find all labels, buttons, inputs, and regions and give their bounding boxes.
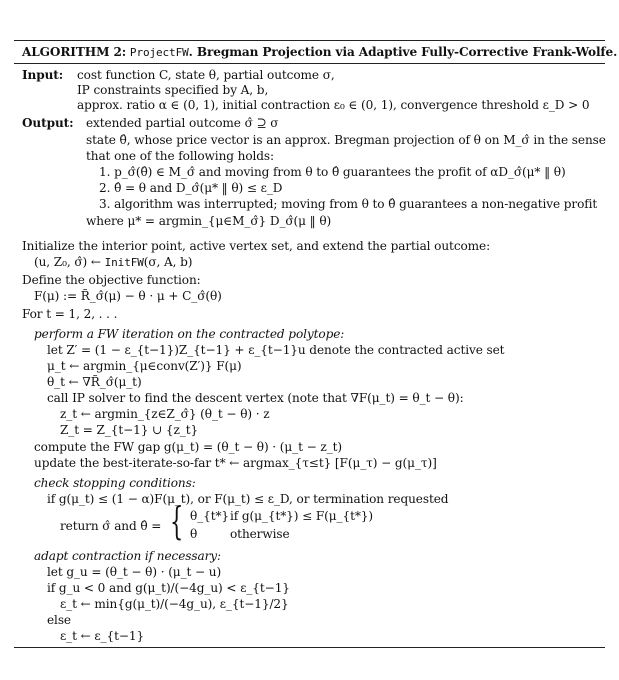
init-line: Initialize the interior point, active vertex set, and extend the partial outcome:: [22, 239, 491, 253]
fw-line: call IP solver to find the descent vertex (note that ∇F(μ_t) = θ_t − θ):: [47, 391, 464, 405]
algorithm-title-rest: . Bregman Projection via Adaptive Fully-Corrective Frank-Wolfe.: [188, 45, 618, 59]
init-expr: [34, 256, 192, 268]
title-rule: [14, 63, 605, 64]
bottom-rule: [14, 647, 605, 648]
adapt-line: else: [47, 613, 71, 627]
input-line: approx. ratio α ∈ (0, 1), initial contraction ε₀ ∈ (0, 1), convergence threshold ε_D > 0: [77, 98, 590, 112]
fw-line: let Z′ = (1 − ε_{t−1})Z_{t−1} + ε_{t−1}u denote the contracted active set: [47, 343, 505, 357]
cases-brace: {: [170, 499, 184, 543]
adapt-line: ε_t ← ε_{t−1}: [60, 629, 145, 643]
case1-cond: if g(μ_{t*}) ≤ F(μ_{t*}): [230, 509, 374, 523]
input-line: cost function C, state θ, partial outcome σ,: [77, 68, 335, 82]
fw-line: μ_t ← argmin_{μ∈conv(Z′)} F(μ): [47, 359, 242, 373]
output-line: state θ̂, whose price vector is an approx. Bregman projection of θ on M_σ̂ in the sense: [86, 133, 606, 147]
adapt-line: ε_t ← min{g(μ_t)/(−4g_u), ε_{t−1}/2}: [60, 597, 289, 611]
adapt-comment: adapt contraction if necessary:: [34, 549, 221, 563]
output-line: that one of the following holds:: [86, 149, 275, 163]
algorithm-title-label: ALGORITHM 2:: [22, 45, 127, 59]
input-label: Input:: [22, 68, 64, 82]
output-line: extended partial outcome σ̂ ⊇ σ: [86, 116, 279, 130]
adapt-line: let g_u = (θ_t − θ) · (μ_t − u): [47, 565, 222, 579]
case2-val: θ: [190, 527, 198, 541]
return-pre: return σ̂ and θ̂ =: [60, 519, 162, 533]
case1-val: θ_{t*}: [190, 509, 230, 523]
fw-line: z_t ← argmin_{z∈Z_σ̂} (θ_t − θ) · z: [60, 407, 270, 421]
output-line: where μ* = argmin_{μ∈M_σ̂} D_σ̂(μ ‖ θ): [86, 214, 332, 228]
adapt-line: if g_u < 0 and g(μ_t)/(−4g_u) < ε_{t−1}: [47, 581, 290, 595]
fw-line: θ_t ← ∇R̃_σ̂(μ_t): [47, 375, 142, 389]
output-line: 1. p_σ̂(θ̂) ∈ M_σ̂ and moving from θ to θ̂ guarantees the profit of αD_σ̂(μ* ‖ θ): [99, 165, 566, 179]
gap-line: compute the FW gap g(μ_t) = (θ_t − θ) · (μ_t − z_t): [34, 440, 342, 454]
gap-line: update the best-iterate-so-far t* ← argmax_{τ≤t} [F(μ_τ) − g(μ_τ)]: [34, 456, 437, 470]
output-line: 3. algorithm was interrupted; moving from θ to θ̂ guarantees a non-negative profit: [99, 197, 598, 211]
fw-line: Z_t = Z_{t−1} ∪ {z_t}: [60, 423, 199, 437]
fw-comment: perform a FW iteration on the contracted polytope:: [34, 327, 345, 341]
input-line: IP constraints specified by A, b,: [77, 83, 269, 97]
stop-line: if g(μ_t) ≤ (1 − α)F(μ_t), or F(μ_t) ≤ ε_D, or termination requested: [47, 492, 449, 506]
output-label: Output:: [22, 116, 74, 130]
define-line: Define the objective function:: [22, 273, 201, 287]
case2-cond: otherwise: [230, 527, 290, 541]
algorithm-title-name: ProjectFW: [129, 46, 189, 59]
init-expr-fn: InitFW: [104, 256, 144, 269]
output-line: 2. θ̂ = θ and D_σ̂(μ* ‖ θ) ≤ ε_D: [99, 181, 283, 195]
algorithm-title: [22, 46, 617, 58]
init-expr-pre: (u, Z₀, σ̂) ←: [34, 255, 105, 269]
for-line: For t = 1, 2, . . .: [22, 307, 118, 321]
define-expr: F(μ) := R̃_σ̂(μ) − θ · μ + C_σ̂(θ): [34, 289, 222, 303]
top-rule: [14, 40, 605, 41]
init-expr-post: (σ, A, b): [143, 255, 193, 269]
stop-comment: check stopping conditions:: [34, 476, 196, 490]
